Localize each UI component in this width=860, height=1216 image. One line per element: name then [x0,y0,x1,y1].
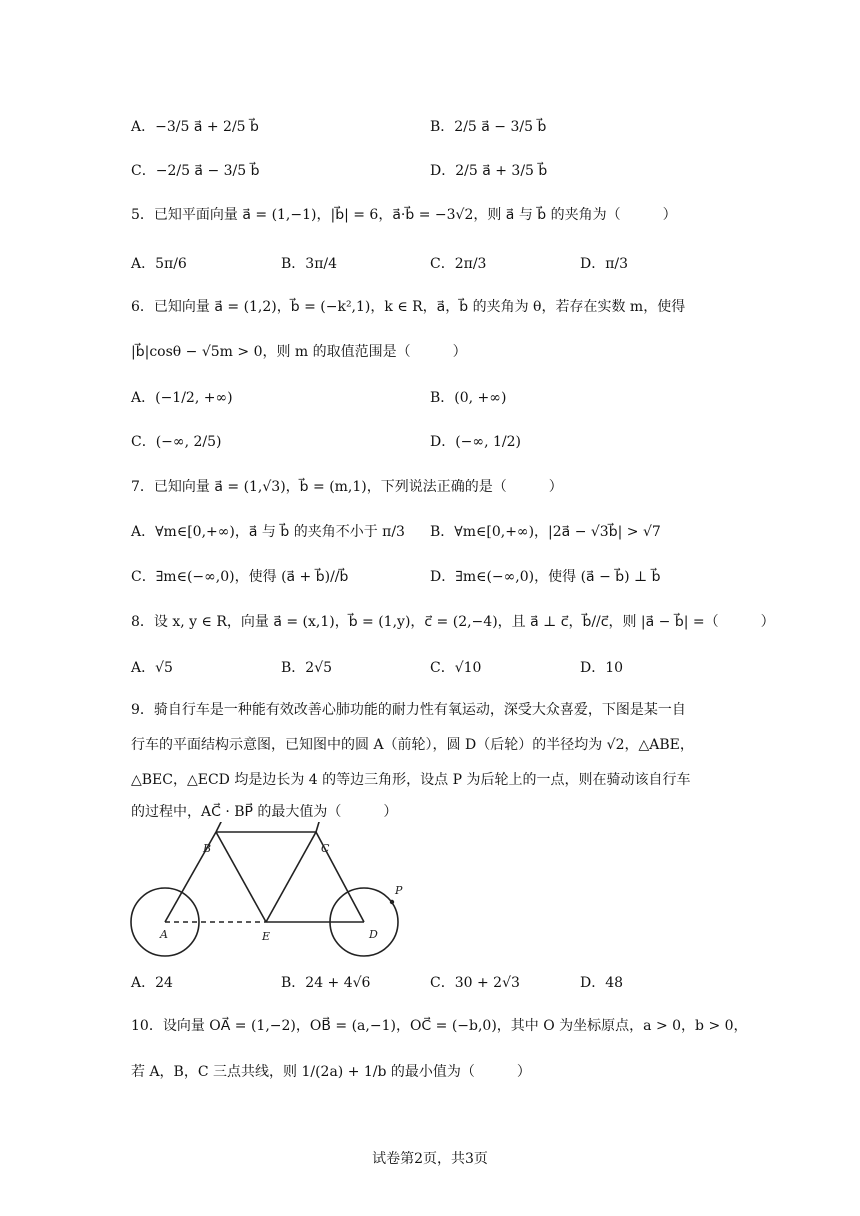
q4-option-d: D．2/5 a⃗ + 3/5 b⃗ [430,163,548,179]
q4-option-b: B．2/5 a⃗ − 3/5 b⃗ [430,119,547,135]
q4-option-c: C．−2/5 a⃗ − 3/5 b⃗ [131,163,260,179]
q10-stem-line1: 10．设向量 OA⃗ = (1,−2)，OB⃗ = (a,−1)，OC⃗ = (−b,0)，其中 O 为坐标原点，a > 0，b > 0， [131,1018,748,1034]
q5-option-d: D．π/3 [580,256,629,272]
q6-option-c: C．(−∞, 2/5) [131,434,222,450]
q9-option-d: D．48 [580,975,624,991]
q9-stem-line1: 9．骑自行车是一种能有效改善心肺功能的耐力性有氧运动，深受大众喜爱，下图是某一自 [131,702,686,718]
q4-option-a: A．−3/5 a⃗ + 2/5 b⃗ [131,119,259,135]
q9-stem-line4: 的过程中，AC⃗ · BP⃗ 的最大值为（ ） [131,804,398,820]
label-b: B [203,842,212,855]
q5-stem: 5．已知平面向量 a⃗ = (1,−1)，|b⃗| = 6，a⃗·b⃗ = −3√2，则 a⃗ 与 b⃗ 的夹角为（ ） [131,207,677,223]
q8-option-b: B．2√5 [281,660,333,676]
q7-option-c: C．∃m∈(−∞,0)，使得 (a⃗ + b⃗)//b⃗ [131,569,349,585]
q7-option-b: B．∀m∈[0,+∞)，|2a⃗ − √3b⃗| > √7 [430,524,661,540]
bicycle-diagram [130,822,420,962]
q8-option-d: D．10 [580,660,624,676]
q8-stem: 8．设 x, y ∈ R，向量 a⃗ = (x,1)，b⃗ = (1,y)，c⃗ = (2,−4)，且 a⃗ ⊥ c⃗，b⃗//c⃗，则 |a⃗ − b⃗| =（ ） [131,614,775,630]
label-e: E [262,930,271,943]
q6-option-d: D．(−∞, 1/2) [430,434,521,450]
q8-option-c: C．√10 [430,660,482,676]
q5-option-c: C．2π/3 [430,256,487,272]
q8-option-a: A．√5 [131,660,173,676]
edge-b-e [216,832,266,922]
q9-option-a: A．24 [131,975,173,991]
q6-option-b: B．(0, +∞) [430,390,507,406]
label-p: P [395,884,403,897]
q10-stem-line2: 若 A，B，C 三点共线，则 1/(2a) + 1/b 的最小值为（ ） [131,1064,531,1080]
q6-stem-line2: |b⃗|cosθ − √5m > 0，则 m 的取值范围是（ ） [131,344,467,360]
label-d: D [369,928,378,941]
q6-stem-line1: 6．已知向量 a⃗ = (1,2)，b⃗ = (−k²,1)，k ∈ R，a⃗，b⃗ 的夹角为 θ，若存在实数 m，使得 [131,299,686,315]
q9-option-b: B．24 + 4√6 [281,975,371,991]
q7-stem: 7．已知向量 a⃗ = (1,√3)，b⃗ = (m,1)，下列说法正确的是（ ） [131,479,563,495]
point-p [390,900,394,904]
page-footer: 试卷第2页，共3页 [372,1151,488,1167]
q9-stem-line3: △BEC，△ECD 均是边长为 4 的等边三角形，设点 P 为后轮上的一点，则在骑动该自行车 [131,772,691,788]
q5-option-b: B．3π/4 [281,256,338,272]
handlebar [216,822,222,832]
seat-post [316,822,322,832]
q9-stem-line2: 行车的平面结构示意图，已知图中的圆 A（前轮），圆 D（后轮）的半径均为 √2，△ABE， [131,737,694,753]
q7-option-d: D．∃m∈(−∞,0)，使得 (a⃗ − b⃗) ⊥ b⃗ [430,569,661,585]
label-c: C [321,842,330,855]
q5-option-a: A．5π/6 [131,256,187,272]
edge-e-c [266,832,316,922]
q9-option-c: C．30 + 2√3 [430,975,520,991]
q7-option-a: A．∀m∈[0,+∞)，a⃗ 与 b⃗ 的夹角不小于 π/3 [131,524,405,540]
q6-option-a: A．(−1/2, +∞) [131,390,233,406]
label-a: A [160,928,168,941]
